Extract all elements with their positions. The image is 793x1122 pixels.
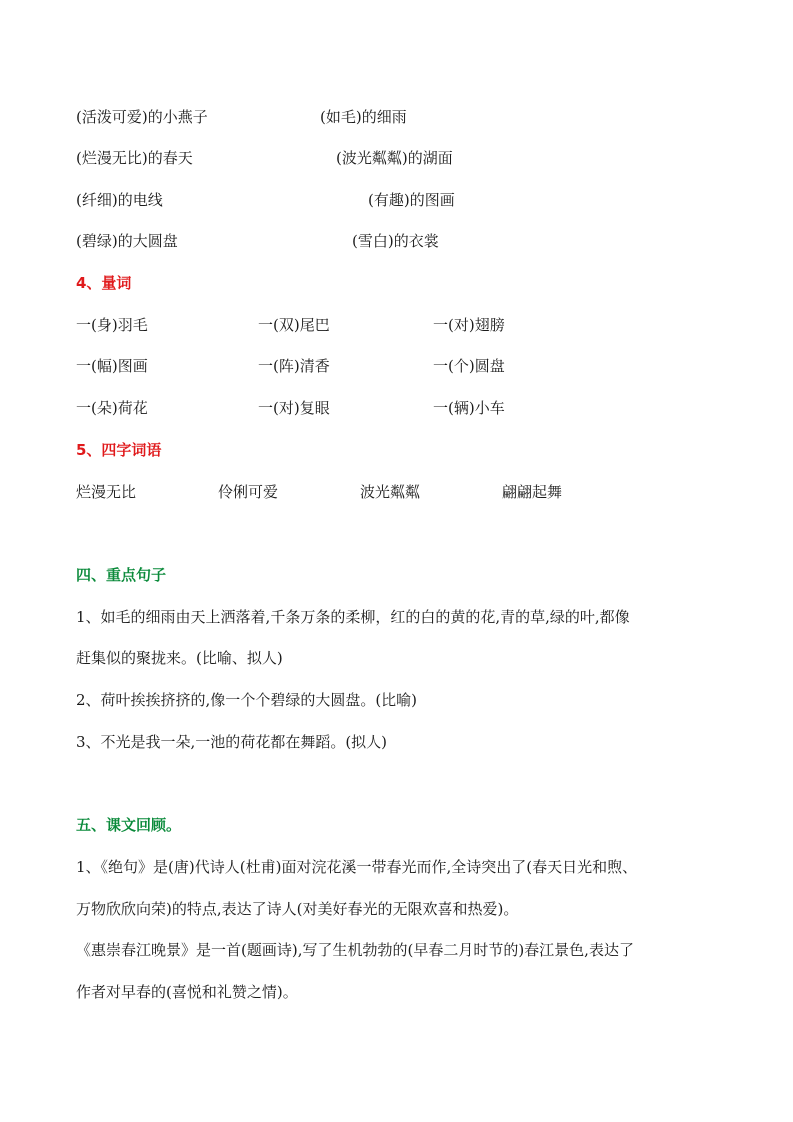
four-char-item: 烂漫无比 [76, 483, 137, 501]
phrase-item: (纤细)的电线 [76, 191, 163, 209]
phrase-item: (烂漫无比)的春天 [76, 149, 193, 167]
measure-item: 一(身)羽毛 [76, 316, 148, 334]
measure-item: 一(阵)清香 [258, 357, 330, 375]
phrase-item: (雪白)的衣裳 [352, 232, 439, 250]
measure-item: 一(对)翅膀 [433, 316, 505, 334]
phrase-item: (如毛)的细雨 [320, 108, 407, 126]
review-line: 1、《绝句》是(唐)代诗人(杜甫)面对浣花溪一带春光而作,全诗突出了(春天日光和煦、 [76, 858, 638, 876]
measure-item: 一(辆)小车 [433, 399, 505, 417]
phrase-item: (活泼可爱)的小燕子 [76, 108, 208, 126]
four-char-item: 波光粼粼 [360, 483, 421, 501]
phrase-item: (碧绿)的大圆盘 [76, 232, 178, 250]
review-heading: 五、课文回顾。 [76, 816, 182, 834]
measure-item: 一(幅)图画 [76, 357, 148, 375]
key-sentences-heading: 四、重点句子 [76, 566, 167, 584]
phrase-item: (波光粼粼)的湖面 [336, 149, 453, 167]
review-line: 作者对早春的(喜悦和礼赞之情)。 [76, 983, 298, 1001]
measure-item: 一(朵)荷花 [76, 399, 148, 417]
four-char-item: 翩翩起舞 [502, 483, 563, 501]
sentence-line: 赶集似的聚拢来。(比喻、拟人) [76, 649, 283, 667]
measure-item: 一(个)圆盘 [433, 357, 505, 375]
measure-words-heading: 4、量词 [76, 274, 132, 292]
review-line: 万物欣欣向荣)的特点,表达了诗人(对美好春光的无限欢喜和热爱)。 [76, 900, 519, 918]
sentence-line: 1、如毛的细雨由天上洒落着,千条万条的柔柳，红的白的黄的花,青的草,绿的叶,都像 [76, 608, 630, 626]
sentence-line: 2、荷叶挨挨挤挤的,像一个个碧绿的大圆盘。(比喻) [76, 691, 418, 709]
four-char-heading: 5、四字词语 [76, 441, 162, 459]
measure-item: 一(双)尾巴 [258, 316, 330, 334]
phrase-item: (有趣)的图画 [368, 191, 455, 209]
measure-item: 一(对)复眼 [258, 399, 330, 417]
sentence-line: 3、不光是我一朵,一池的荷花都在舞蹈。(拟人) [76, 733, 388, 751]
review-line: 《惠崇春江晚景》是一首(题画诗),写了生机勃勃的(早春二月时节的)春江景色,表达了 [76, 941, 634, 959]
four-char-item: 伶俐可爱 [218, 483, 279, 501]
